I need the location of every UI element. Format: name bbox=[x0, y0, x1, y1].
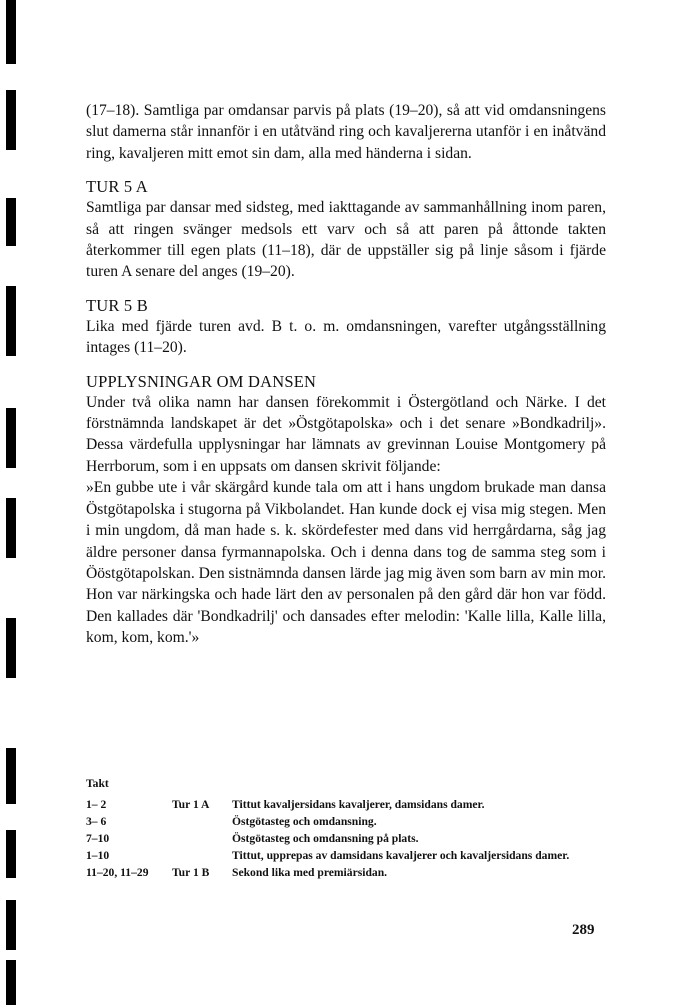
tur-cell: Tur 1 B bbox=[172, 866, 210, 879]
section-text: Lika med fjärde turen avd. B t. o. m. omdansningen, varefter utgångsställning intages (11–20). bbox=[86, 317, 606, 357]
tur-cell bbox=[172, 813, 232, 830]
scan-edge-marks bbox=[6, 0, 18, 1005]
table-row bbox=[86, 813, 606, 830]
quote-paragraph: »En gubbe ute i vår skärgård kunde tala om att i hans ungdom brukade man dansa Östgötapolska i stugorna på Vikbolandet. Han kunde dock ej visa mig stegen. Men i min ungdom, då man hade s. k. skördefester med dans vid herrgårdarna, såg jag äldre personer dansa fyrmannapolska. Och i denna dans tog de samma steg som i Ööstgötapolskan. Den sistnämnda dansen lärde jag mig även som barn av min mor. Hon var närkingska och hade lärt den av personalen på den gård där hon var född. Den kallades där 'Bondkadrilj' och dansades efter melodin: 'Kalle lilla, Kalle lilla, kom, kom, kom.'» bbox=[86, 479, 606, 647]
desc-cell: Östgötasteg och omdansning på plats. bbox=[232, 832, 419, 845]
takt-cell: 1– 2 bbox=[86, 798, 107, 811]
desc-cell: Tittut, upprepas av damsidans kavaljerer och kavaljersidans damer. bbox=[232, 849, 570, 862]
page-number: 289 bbox=[572, 922, 595, 938]
section-upplysningar bbox=[86, 371, 606, 649]
takt-cell: 11–20, 11–29 bbox=[86, 866, 149, 879]
takt-table bbox=[86, 775, 606, 881]
continuation-paragraph: (17–18). Samtliga par omdansar parvis på plats (19–20), så att vid omdansningens slut damerna står innanför i en utåtvänd ring och kavaljererna utanför i en inåtvänd ring, kavaljeren mitt emot sin dam, alla med händerna i sidan. bbox=[86, 102, 606, 162]
desc-cell: Östgötasteg och omdansning. bbox=[232, 815, 377, 828]
takt-title: Takt bbox=[86, 777, 109, 790]
tur-cell: Tur 1 A bbox=[172, 798, 210, 811]
section-tur-5b bbox=[86, 295, 606, 359]
section-tur-5a bbox=[86, 176, 606, 283]
takt-cell: 7–10 bbox=[86, 832, 110, 845]
table-row bbox=[86, 796, 606, 813]
body-text bbox=[86, 100, 606, 649]
desc-cell: Tittut kavaljersidans kavaljerer, damsidans damer. bbox=[232, 798, 485, 811]
section-heading: UPPLYSNINGAR OM DANSEN bbox=[86, 371, 317, 391]
tur-cell bbox=[172, 847, 232, 864]
table-row bbox=[86, 830, 606, 847]
section-text: Samtliga par dansar med sidsteg, med iakttagande av sammanhållning inom paren, så att ringen svänger medsols ett varv och så att paren på åttonde takten återkommer till egen plats (11–18), där de uppställer sig på linje såsom i fjärde turen A senare del anges (19–20). bbox=[86, 199, 606, 281]
section-heading: TUR 5 A bbox=[86, 177, 148, 197]
tur-cell bbox=[172, 830, 232, 847]
section-text: Under två olika namn har dansen förekommit i Östergötland och Närke. I det förstnämnda landskapet är det »Östgötapolska» och i det senare »Bondkadrilj». Dessa värdefulla upplysningar har lämnats av grevinnan Louise Montgomery på Herrborum, som i en uppsats om dansen skrivit följande: bbox=[86, 393, 606, 475]
table-row bbox=[86, 864, 606, 881]
desc-cell: Sekond lika med premiärsidan. bbox=[232, 866, 388, 879]
takt-cell: 1–10 bbox=[86, 849, 110, 862]
section-heading: TUR 5 B bbox=[86, 295, 148, 315]
takt-cell: 3– 6 bbox=[86, 815, 107, 828]
table-row bbox=[86, 847, 606, 864]
